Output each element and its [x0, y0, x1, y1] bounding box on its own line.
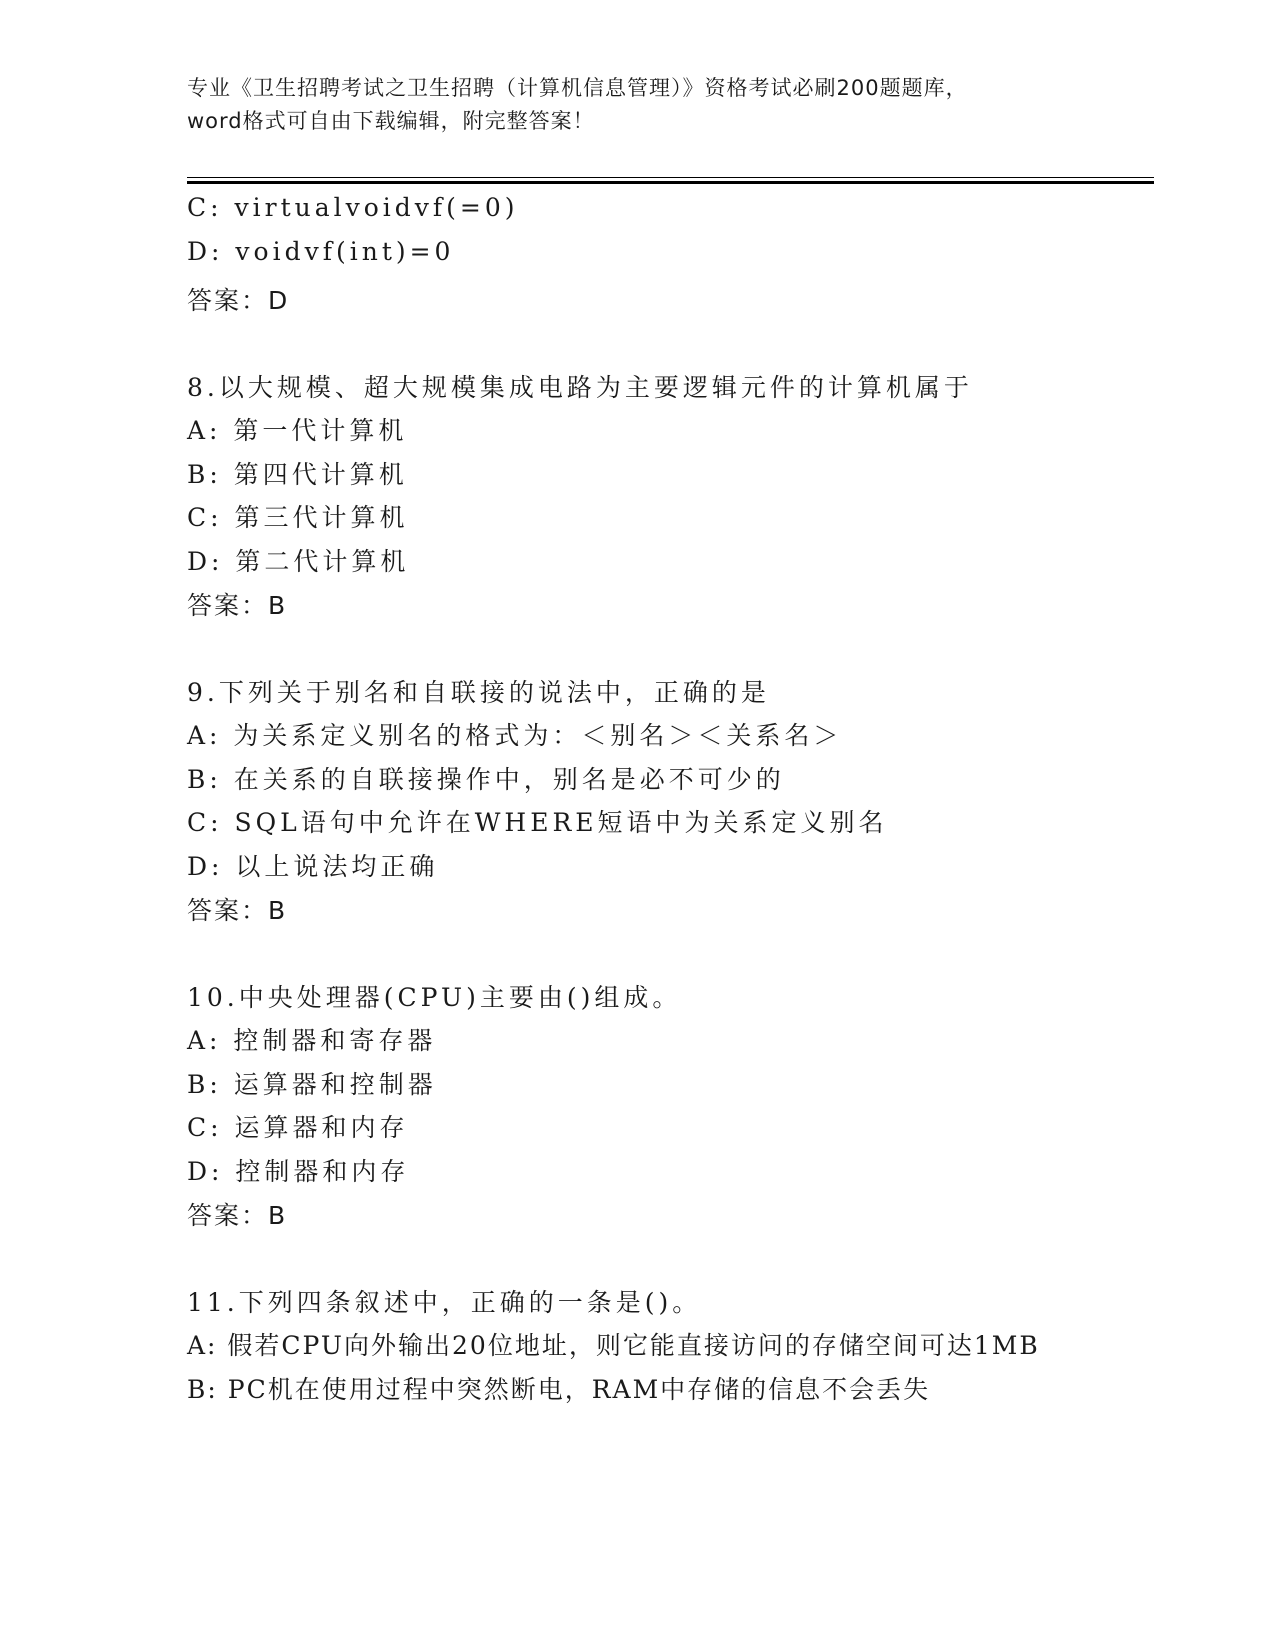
- header-line-1: 专业《卫生招聘考试之卫生招聘（计算机信息管理）》资格考试必刷200题题库，: [187, 76, 968, 100]
- q11-stem: 11.下列四条叙述中，正确的一条是()。: [187, 1288, 702, 1317]
- q11-option-b: B: PC机在使用过程中突然断电，RAM中存储的信息不会丢失: [187, 1375, 931, 1404]
- q10-stem: 10.中央处理器(CPU)主要由()组成。: [187, 983, 682, 1012]
- q9-option-b: B: 在关系的自联接操作中，别名是必不可少的: [187, 765, 785, 794]
- q10-answer: 答案：B: [187, 1201, 288, 1230]
- q9-answer: 答案：B: [187, 896, 288, 925]
- q11-option-a: A: 假若CPU向外输出20位地址，则它能直接访问的存储空间可达1MB: [187, 1331, 1040, 1360]
- q7-option-d: D: voidvf(int)=0: [187, 237, 455, 266]
- q10-option-d: D: 控制器和内存: [187, 1157, 410, 1186]
- header-rule-thick: [187, 181, 1154, 184]
- q8-stem: 8.以大规模、超大规模集成电路为主要逻辑元件的计算机属于: [187, 373, 973, 402]
- q9-option-c: C: SQL语句中允许在WHERE短语中为关系定义别名: [187, 808, 888, 837]
- header-rule-thin: [187, 177, 1154, 178]
- q9-option-d: D: 以上说法均正确: [187, 852, 439, 881]
- q9-option-a: A: 为关系定义别名的格式为：＜别名＞＜关系名＞: [187, 721, 843, 750]
- q9-stem: 9.下列关于别名和自联接的说法中，正确的是: [187, 678, 770, 707]
- document-header: [187, 72, 1087, 138]
- q10-option-c: C: 运算器和内存: [187, 1113, 409, 1142]
- q8-option-d: D: 第二代计算机: [187, 547, 410, 576]
- header-line-2: word格式可自由下载编辑，附完整答案！: [187, 109, 595, 133]
- q8-option-b: B: 第四代计算机: [187, 460, 408, 489]
- q10-option-b: B: 运算器和控制器: [187, 1070, 437, 1099]
- q8-option-c: C: 第三代计算机: [187, 503, 409, 532]
- q8-answer: 答案：B: [187, 591, 288, 620]
- q7-option-c: C: virtualvoidvf(=0): [187, 193, 519, 222]
- q8-option-a: A: 第一代计算机: [187, 416, 408, 445]
- q7-answer: 答案：D: [187, 286, 290, 315]
- q10-option-a: A: 控制器和寄存器: [187, 1026, 437, 1055]
